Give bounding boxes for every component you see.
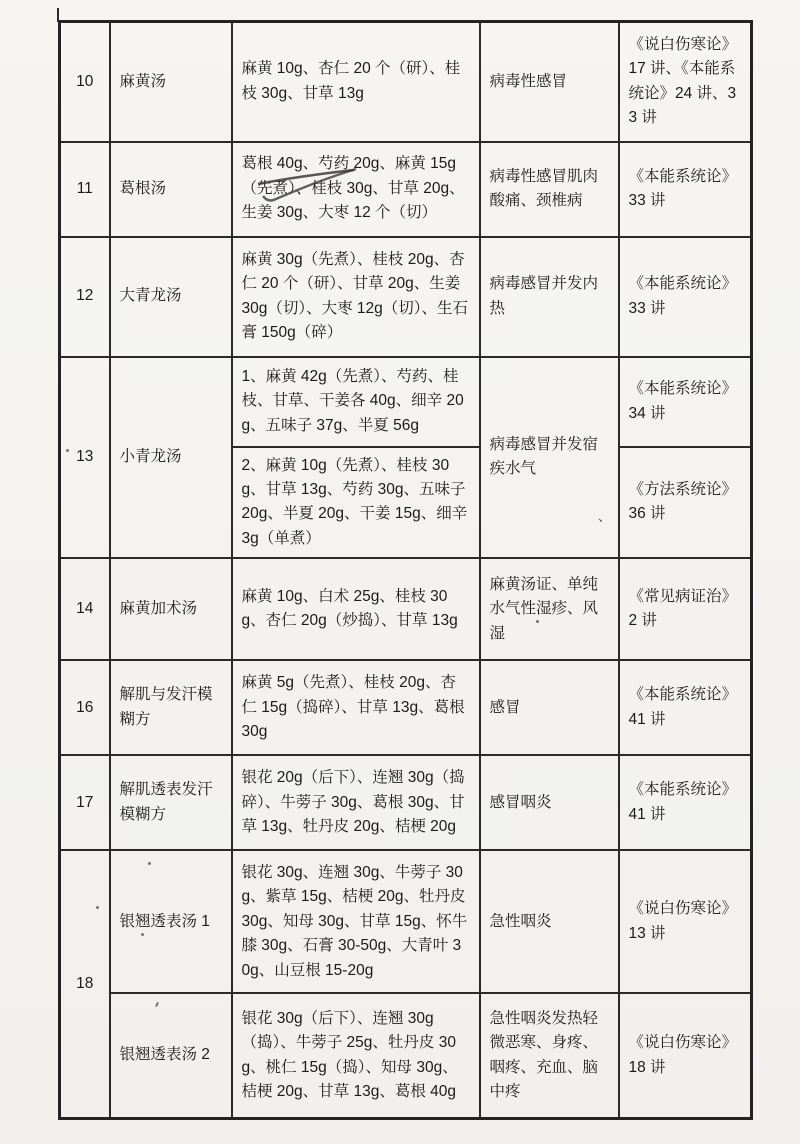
row-number: 13 bbox=[60, 357, 110, 559]
table-row bbox=[60, 357, 752, 447]
scan-edge-tick bbox=[57, 8, 59, 22]
ingredients-cell: 银花 20g（后下）、连翘 30g（捣碎）、牛蒡子 30g、葛根 30g、甘草 13g、牡丹皮 20g、桔梗 20g bbox=[232, 755, 480, 850]
ingredients-cell: 麻黄 30g（先煮）、桂枝 20g、杏仁 20 个（研）、甘草 20g、生姜 30g（切）、大枣 12g（切）、生石膏 150g（碎） bbox=[232, 237, 480, 357]
prescription-table bbox=[58, 20, 753, 1120]
formula-name: 葛根汤 bbox=[110, 142, 232, 237]
table-row bbox=[60, 558, 752, 660]
indication-cell: 麻黄汤证、单纯水气性湿疹、风湿 bbox=[480, 558, 619, 660]
source-cell: 《方法系统论》36 讲 bbox=[619, 447, 752, 559]
source-cell: 《本能系统论》34 讲 bbox=[619, 357, 752, 447]
ingredients-cell: 葛根 40g、芍药 20g、麻黄 15g（先煮）、桂枝 30g、甘草 20g、生姜 30g、大枣 12 个（切） bbox=[232, 142, 480, 237]
scan-speck bbox=[148, 862, 151, 865]
indication-cell: 感冒 bbox=[480, 660, 619, 755]
source-cell: 《说白伤寒论》17 讲、《本能系统论》24 讲、33 讲 bbox=[619, 22, 752, 142]
scan-speck bbox=[66, 449, 69, 452]
indication-cell: 急性咽炎发热轻微恶寒、身疼、咽疼、充血、脑中疼 bbox=[480, 993, 619, 1118]
ingredients-cell: 麻黄 5g（先煮）、桂枝 20g、杏仁 15g（捣碎）、甘草 13g、葛根 30g bbox=[232, 660, 480, 755]
row-number: 18 bbox=[60, 850, 110, 1118]
ingredients-cell: 2、麻黄 10g（先煮）、桂枝 30g、甘草 13g、芍药 30g、五味子 20g、半夏 20g、干姜 15g、细辛 3g（单煮） bbox=[232, 447, 480, 559]
indication-cell: 病毒性感冒肌肉酸痛、颈椎病 bbox=[480, 142, 619, 237]
row-number: 16 bbox=[60, 660, 110, 755]
indication-cell: 病毒性感冒 bbox=[480, 22, 619, 142]
indication-cell: 感冒咽炎 bbox=[480, 755, 619, 850]
ingredients-cell: 银花 30g、连翘 30g、牛蒡子 30g、紫草 15g、桔梗 20g、牡丹皮 30g、知母 30g、甘草 15g、怀牛膝 30g、石膏 30-50g、大青叶 30g、山豆根 15-20g bbox=[232, 850, 480, 993]
indication-cell: 急性咽炎 bbox=[480, 850, 619, 993]
stray-handwritten-mark: 、 bbox=[598, 509, 612, 524]
formula-name: 银翘透表汤 1 bbox=[110, 850, 232, 993]
ingredients-cell: 银花 30g（后下）、连翘 30g（捣）、牛蒡子 25g、牡丹皮 30g、桃仁 15g（捣）、知母 30g、桔梗 20g、甘草 13g、葛根 40g bbox=[232, 993, 480, 1118]
scan-speck bbox=[96, 906, 99, 909]
table-row bbox=[60, 850, 752, 993]
table-row bbox=[60, 142, 752, 237]
ingredients-cell: 1、麻黄 42g（先煮）、芍药、桂枝、甘草、干姜各 40g、细辛 20g、五味子 37g、半夏 56g bbox=[232, 357, 480, 447]
table-row bbox=[60, 660, 752, 755]
formula-name: 解肌与发汗模糊方 bbox=[110, 660, 232, 755]
ingredients-cell: 麻黄 10g、杏仁 20 个（研）、桂枝 30g、甘草 13g bbox=[232, 22, 480, 142]
row-number: 10 bbox=[60, 22, 110, 142]
formula-name: 麻黄加术汤 bbox=[110, 558, 232, 660]
formula-name: 解肌透表发汗模糊方 bbox=[110, 755, 232, 850]
scan-speck bbox=[536, 620, 539, 623]
source-cell: 《说白伤寒论》18 讲 bbox=[619, 993, 752, 1118]
formula-name: 小青龙汤 bbox=[110, 357, 232, 559]
row-number: 17 bbox=[60, 755, 110, 850]
formula-name: 麻黄汤 bbox=[110, 22, 232, 142]
source-cell: 《本能系统论》41 讲 bbox=[619, 755, 752, 850]
row-number: 11 bbox=[60, 142, 110, 237]
source-cell: 《本能系统论》41 讲 bbox=[619, 660, 752, 755]
table-subrow bbox=[60, 993, 752, 1118]
scan-speck bbox=[141, 933, 144, 936]
indication-cell: 病毒感冒并发宿疾水气 bbox=[480, 357, 619, 559]
indication-cell: 病毒感冒并发内热 bbox=[480, 237, 619, 357]
formula-name: 大青龙汤 bbox=[110, 237, 232, 357]
source-cell: 《常见病证治》2 讲 bbox=[619, 558, 752, 660]
source-cell: 《本能系统论》33 讲 bbox=[619, 237, 752, 357]
row-number: 14 bbox=[60, 558, 110, 660]
table-row bbox=[60, 237, 752, 357]
ingredients-cell: 麻黄 10g、白术 25g、桂枝 30g、杏仁 20g（炒捣）、甘草 13g bbox=[232, 558, 480, 660]
formula-name: 银翘透表汤 2 bbox=[110, 993, 232, 1118]
row-number: 12 bbox=[60, 237, 110, 357]
table-row bbox=[60, 755, 752, 850]
source-cell: 《本能系统论》33 讲 bbox=[619, 142, 752, 237]
source-cell: 《说白伤寒论》13 讲 bbox=[619, 850, 752, 993]
table-row bbox=[60, 22, 752, 142]
